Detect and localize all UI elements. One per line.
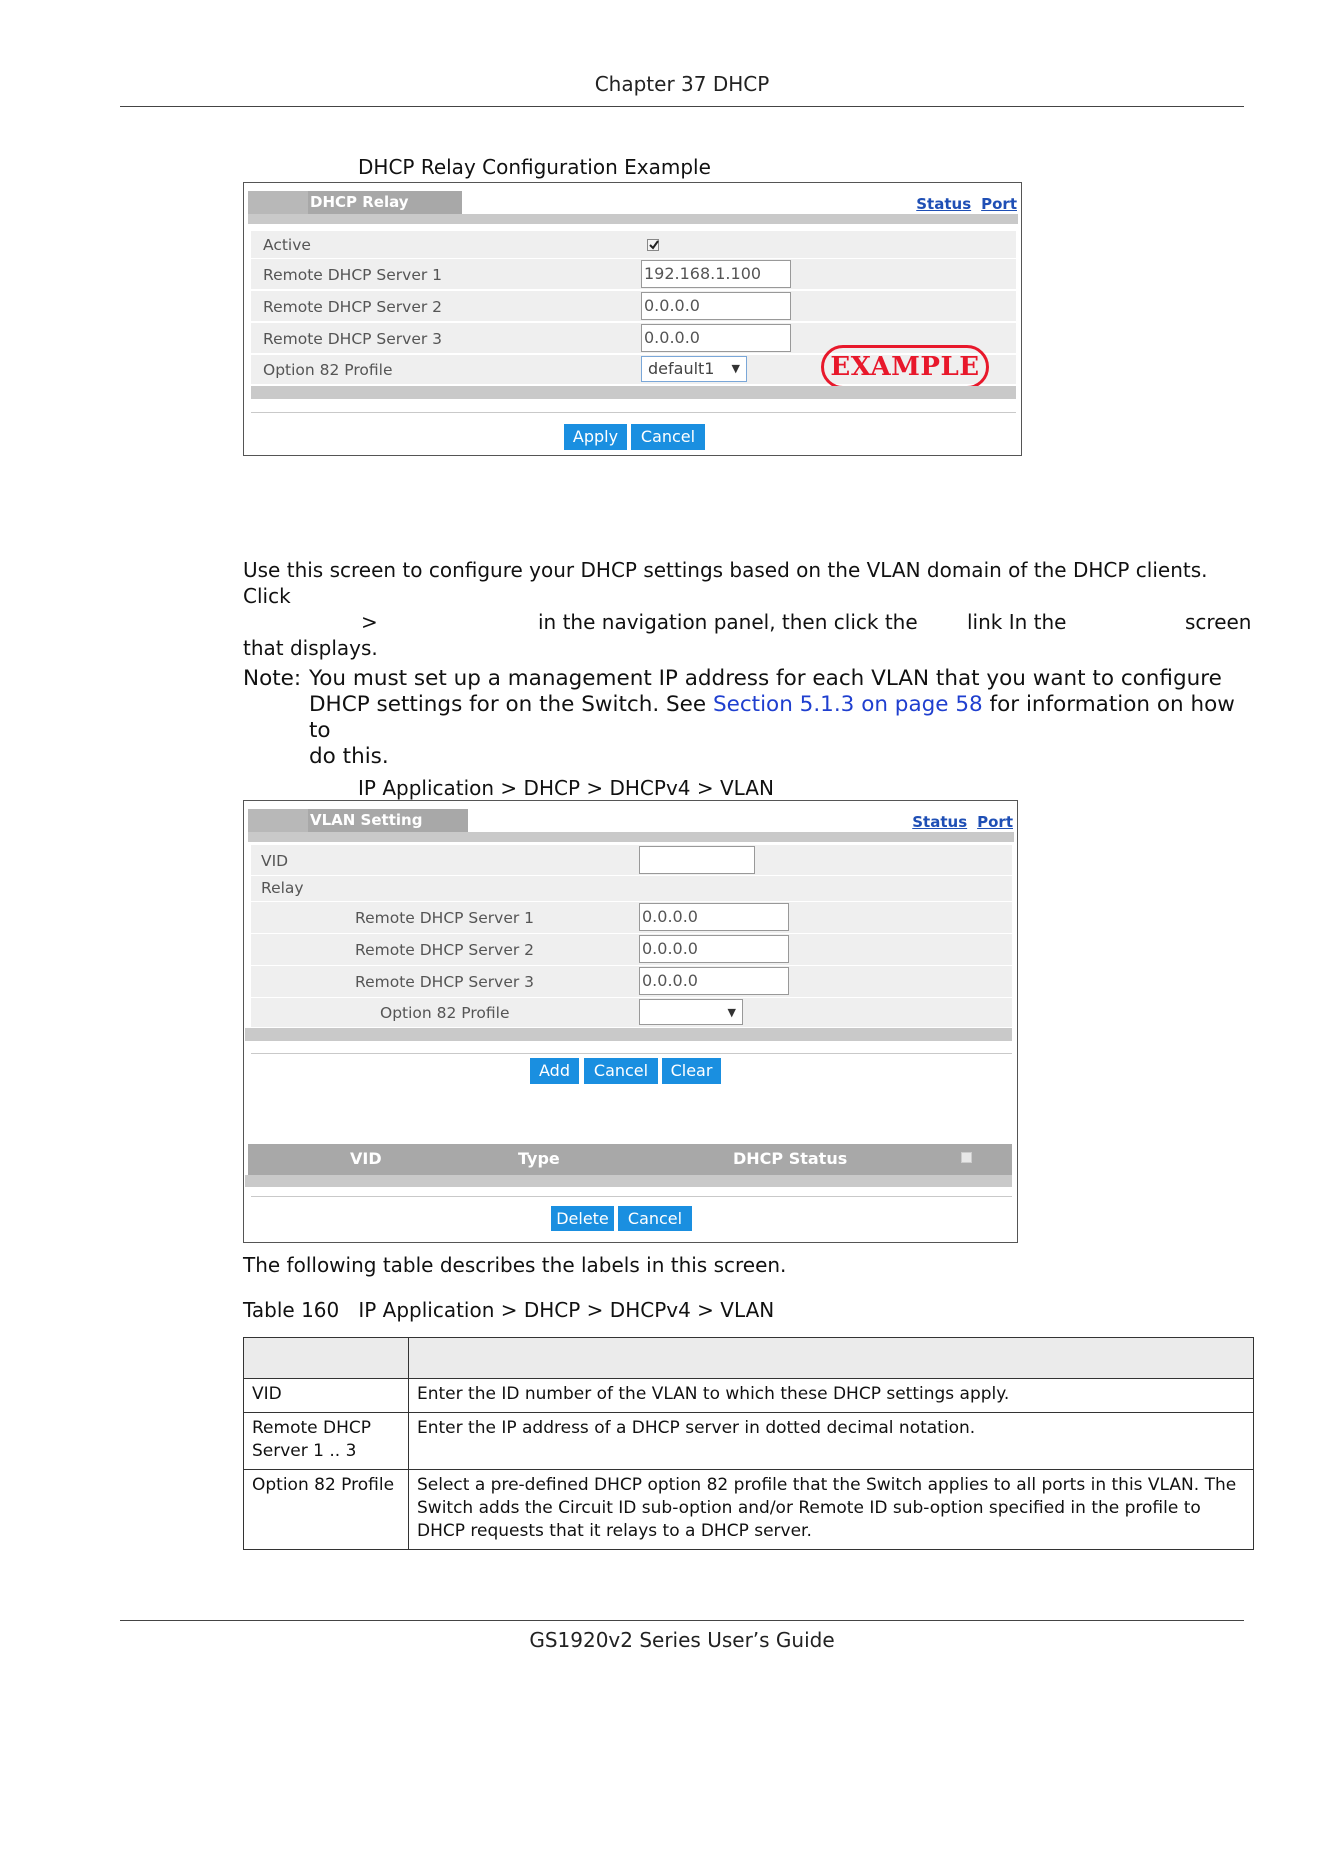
list-band <box>245 1175 1012 1187</box>
row-label: Option 82 Profile <box>244 1470 409 1550</box>
tab-bar <box>248 809 1014 842</box>
row-server1 <box>251 902 1012 934</box>
table-header-row <box>244 1338 1254 1379</box>
tab-dhcp-relay[interactable]: DHCP Relay <box>248 191 462 214</box>
option82-label: Option 82 Profile <box>263 361 393 379</box>
status-link[interactable]: Status <box>912 813 968 831</box>
note-block: Note: You must set up a management IP address for each VLAN that you want to configure DHCP settings for on the Switch. See Section 5.1.3 on page 58 for information on how to do this. <box>243 666 1235 769</box>
intro-paragraph: Use this screen to configure your DHCP settings based on the VLAN domain of the DHCP clients. Click > in the navigation panel, then click the link In the screen that displays. <box>243 558 1252 660</box>
row-option82 <box>251 998 1012 1028</box>
row-server2 <box>251 291 1016 322</box>
row-description: Enter the ID number of the VLAN to which these DHCP settings apply. <box>409 1379 1254 1413</box>
delete-button[interactable]: Delete <box>551 1206 614 1231</box>
tab-vlan-setting[interactable]: VLAN Setting <box>248 809 468 832</box>
active-label: Active <box>263 236 311 254</box>
row-vid <box>251 845 1012 876</box>
server2-label: Remote DHCP Server 2 <box>263 298 443 316</box>
add-button[interactable]: Add <box>530 1058 579 1084</box>
chapter-header: Chapter 37 DHCP <box>594 72 770 96</box>
header-rule <box>120 106 1244 107</box>
list-header <box>248 1144 1012 1175</box>
table-intro: The following table describes the labels in this screen. <box>243 1253 787 1277</box>
table-row <box>244 1413 1254 1470</box>
col-dhcp-status: DHCP Status <box>733 1149 848 1168</box>
server1-label: Remote DHCP Server 1 <box>355 909 535 927</box>
footer-guide: GS1920v2 Series User’s Guide <box>529 1628 835 1652</box>
row-server1 <box>251 259 1016 290</box>
vid-input[interactable] <box>639 846 755 874</box>
row-server3 <box>251 966 1012 998</box>
server3-label: Remote DHCP Server 3 <box>355 973 535 991</box>
select-all-checkbox[interactable] <box>961 1152 972 1163</box>
vlan-setting-panel <box>243 800 1018 1243</box>
server1-input[interactable]: 192.168.1.100 <box>641 260 791 288</box>
chevron-down-icon: ▼ <box>727 1006 736 1019</box>
tab-bar <box>248 191 1018 224</box>
row-option82 <box>251 352 1016 385</box>
cancel-button[interactable]: Cancel <box>631 424 705 450</box>
server1-input[interactable]: 0.0.0.0 <box>639 903 789 931</box>
table-row <box>244 1470 1254 1550</box>
option82-select[interactable] <box>639 999 743 1025</box>
separator-2 <box>251 1196 1012 1197</box>
cancel-button[interactable]: Cancel <box>584 1058 658 1084</box>
server3-input[interactable]: 0.0.0.0 <box>641 324 791 352</box>
bottom-band <box>251 386 1016 399</box>
top-links <box>902 813 1013 831</box>
bottom-band <box>245 1028 1012 1041</box>
row-description: Select a pre-defined DHCP option 82 profile that the Switch applies to all ports in this VLAN. The Switch adds the Circuit ID sub-option and/or Remote ID sub-option specified in the profile to DHCP requests that it relays to a DHCP server. <box>409 1470 1254 1550</box>
relay-label: Relay <box>261 879 304 897</box>
table-row <box>244 1379 1254 1413</box>
row-relay <box>251 876 1012 902</box>
cancel-button-2[interactable]: Cancel <box>618 1206 692 1231</box>
chevron-down-icon: ▼ <box>731 362 740 375</box>
row-active <box>251 231 1016 259</box>
figure2-caption: IP Application > DHCP > DHCPv4 > VLAN <box>358 776 774 800</box>
separator <box>251 1053 1012 1054</box>
row-label: VID <box>244 1379 409 1413</box>
table-caption: Table 160 IP Application > DHCP > DHCPv4 > VLAN <box>243 1298 775 1322</box>
row-label: Remote DHCP Server 1 .. 3 <box>244 1413 409 1470</box>
server3-label: Remote DHCP Server 3 <box>263 330 443 348</box>
clear-button[interactable]: Clear <box>662 1058 721 1084</box>
col-vid: VID <box>350 1149 382 1168</box>
row-description: Enter the IP address of a DHCP server in dotted decimal notation. <box>409 1413 1254 1470</box>
server2-input[interactable]: 0.0.0.0 <box>639 935 789 963</box>
section-link[interactable]: Section 5.1.3 on page 58 <box>712 692 983 717</box>
apply-button[interactable]: Apply <box>564 424 627 450</box>
server3-input[interactable]: 0.0.0.0 <box>639 967 789 995</box>
server2-label: Remote DHCP Server 2 <box>355 941 535 959</box>
port-link[interactable]: Port <box>981 195 1017 213</box>
footer-rule <box>120 1620 1244 1621</box>
row-server2 <box>251 934 1012 966</box>
separator <box>251 412 1016 413</box>
option82-label: Option 82 Profile <box>380 1004 510 1022</box>
top-links <box>906 195 1017 213</box>
note-prefix: Note: <box>243 666 302 691</box>
active-checkbox[interactable] <box>647 239 659 251</box>
dhcp-relay-panel <box>243 182 1022 456</box>
description-table <box>243 1337 1254 1550</box>
server2-input[interactable]: 0.0.0.0 <box>641 292 791 320</box>
status-link[interactable]: Status <box>916 195 972 213</box>
col-type: Type <box>518 1149 560 1168</box>
server1-label: Remote DHCP Server 1 <box>263 266 443 284</box>
port-link[interactable]: Port <box>977 813 1013 831</box>
example-stamp: EXAMPLE <box>821 345 989 389</box>
option82-select[interactable]: default1 ▼ <box>641 356 747 382</box>
figure1-caption: DHCP Relay Configuration Example <box>358 155 711 179</box>
vid-label: VID <box>261 852 289 870</box>
